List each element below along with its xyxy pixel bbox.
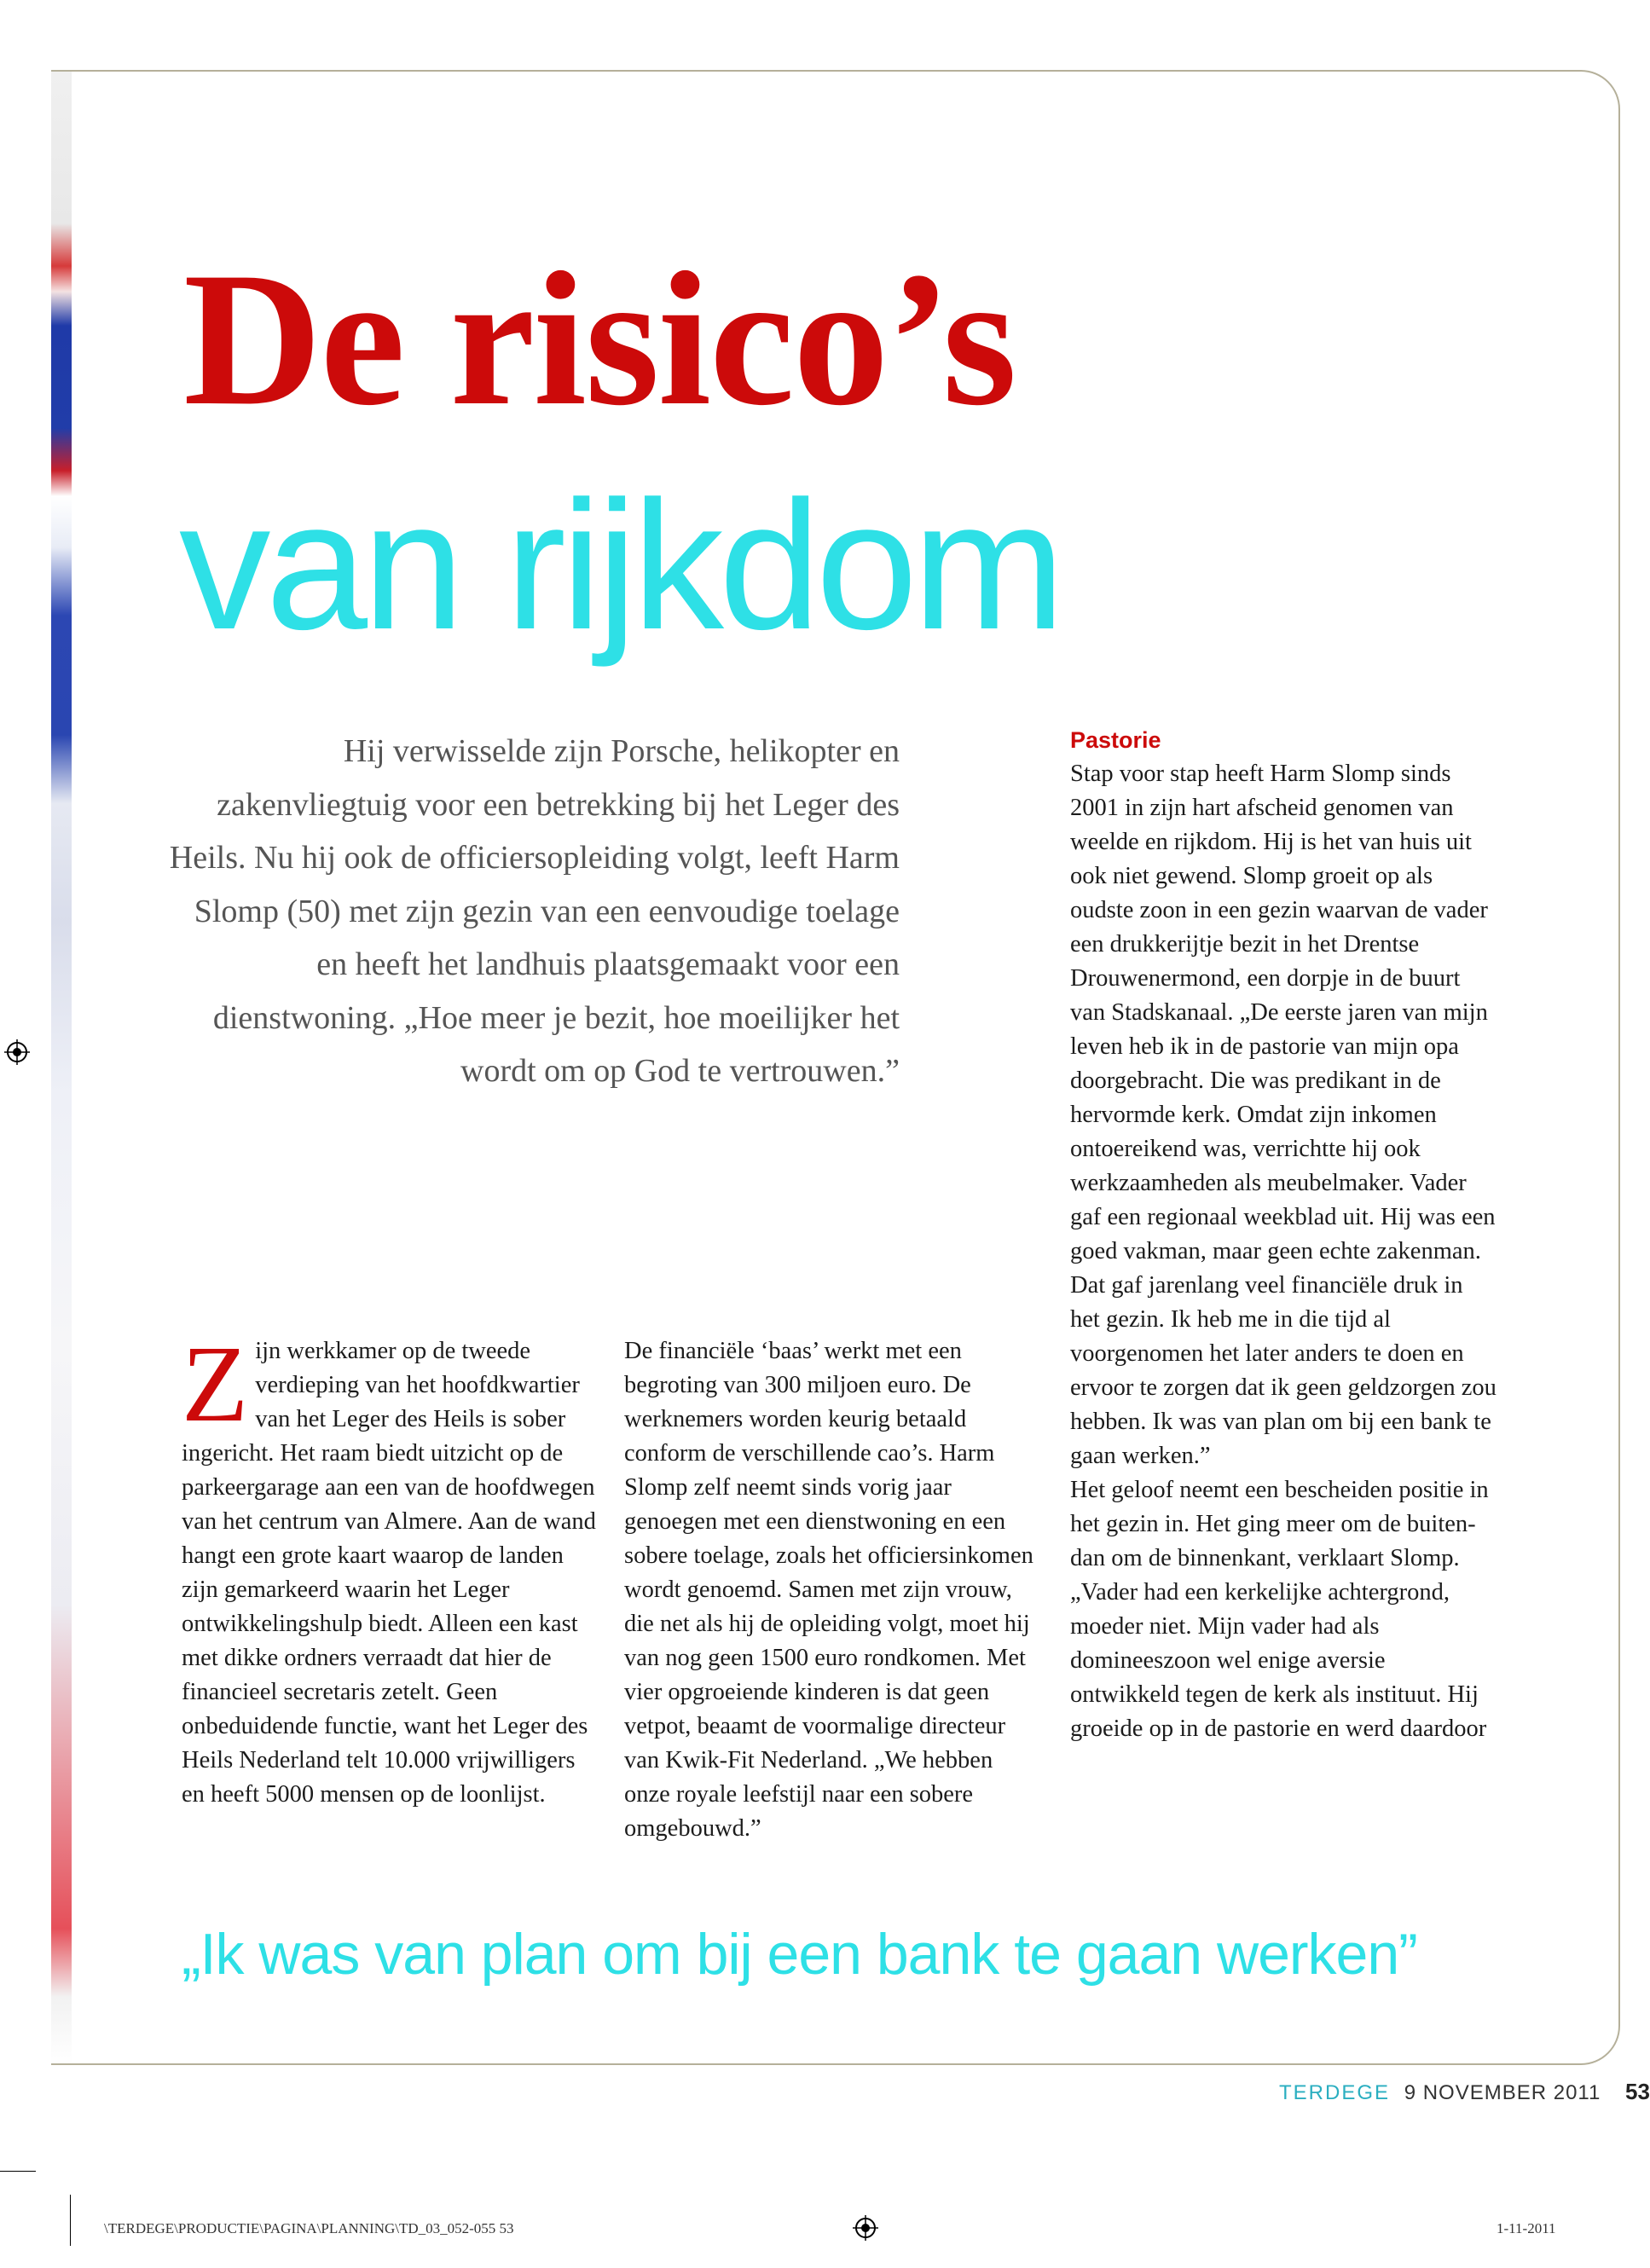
headline: De risico’s bbox=[183, 232, 1016, 445]
crop-mark bbox=[70, 2195, 71, 2246]
article-column-3 bbox=[1070, 723, 1497, 1746]
drop-cap: Z bbox=[182, 1323, 249, 1444]
crop-mark bbox=[0, 2171, 36, 2172]
registration-mark-icon bbox=[853, 2215, 878, 2241]
column-2-text: De financiële ‘baas’ werkt met een begroting van 300 miljoen euro. De werknemers worden keurig betaald conform de verschillende cao’s. Harm Slomp zelf neemt sinds vorig jaar genoegen met een dienstwoning en een sobere toelage, zoals het officiersinkomen wordt genoemd. Samen met zijn vrouw, die net als hij de opleiding volgt, moet hij van nog geen 1500 euro rondkomen. Met vier opgroeiende kinderen is dat geen vetpot, beaamt de voormalige directeur van Kwik-Fit Nederland. „We hebben onze royale leefstijl naar een sobere omgebouwd.” bbox=[624, 1338, 1033, 1842]
intro-lead: Hij verwisselde zijn Porsche, helikopter en zakenvliegtuig voor een betrekking bij het Leger des Heils. Nu hij ook de officiersopleiding volgt, leeft Harm Slomp (50) met zijn gezin van een eenvoudige toelage en heeft het landhuis plaatsgemaakt voor een dienstwoning. „Hoe meer je bezit, hoe moeilijker het wordt om op God te vertrouwen.” bbox=[169, 733, 900, 1089]
column-3-paragraph-2: Het geloof neemt een bescheiden positie in het gezin in. Het ging meer om de buiten- dan om de binnenkant, verklaart Slomp. „Vader had een kerkelijke achtergrond, moeder niet. Mijn vader had als domineeszoon wel enige aversie ontwikkeld tegen de kerk als instituut. Hij groeide op in de pastorie en werd daardoor bbox=[1070, 1477, 1489, 1742]
magazine-name: TERDEGE bbox=[1279, 2081, 1391, 2104]
registration-mark-icon bbox=[4, 1039, 30, 1065]
page-number: 53 bbox=[1625, 2079, 1650, 2104]
column-3-paragraph-1: Stap voor stap heeft Harm Slomp sinds 2001 in zijn hart afscheid genomen van weelde en rijkdom. Hij is het van huis uit ook niet gewend. Slomp groeit op als oudste zoon in een gezin waarvan de vader een drukkerijtje bezit in het Drentse Drouwenermond, een dorpje in de buurt van Stadskanaal. „De eerste jaren van mijn leven heb ik in de pastorie van mijn opa doorgebracht. Die was predikant in de hervormde kerk. Omdat zijn inkomen ontoereikend was, verrichtte hij ook werkzaamheden als meubelmaker. Vader gaf een regionaal weekblad uit. Hij was een goed vakman, maar geen echte zakenman. Dat gaf jarenlang veel financiële druk in het gezin. Ik heb me in die tijd al voorgenomen het later anders te doen en ervoor te zorgen dat ik geen geldzorgen zou hebben. Ik was van plan om bij een bank te gaan werken.” bbox=[1070, 761, 1497, 1469]
headline-sub: van rijkdom bbox=[179, 462, 1061, 668]
issue-date: 9 NOVEMBER 2011 bbox=[1404, 2081, 1601, 2104]
pull-quote: „Ik was van plan om bij een bank te gaan werken” bbox=[182, 1922, 1417, 1987]
print-slug-date: 1-11-2011 bbox=[1497, 2220, 1556, 2236]
article-column-2 bbox=[624, 1334, 1042, 1846]
print-slug-path: \TERDEGE\PRODUCTIE\PAGINA\PLANNING\TD_03_052-055 53 bbox=[104, 2220, 514, 2236]
page-footer bbox=[1279, 2079, 1650, 2105]
section-heading: Pastorie bbox=[1070, 727, 1161, 753]
column-1-text: ijn werkkamer op de tweede verdieping van het hoofdkwartier van het Leger des Heils is sober ingericht. Het raam biedt uitzicht op de parkeergarage aan een van de hoofdwegen van het centrum van Almere. Aan de wand hangt een grote kaart waarop de landen zijn gemarkeerd waarin het Leger ontwikkelingshulp biedt. Alleen een kast met dikke ordners verraadt dat hier de financieel secretaris zetelt. Geen onbeduidende functie, want het Leger des Heils Nederland telt 10.000 vrijwilligers en heeft 5000 mensen op de loonlijst. bbox=[182, 1338, 596, 1808]
article-column-1 bbox=[182, 1323, 599, 1812]
